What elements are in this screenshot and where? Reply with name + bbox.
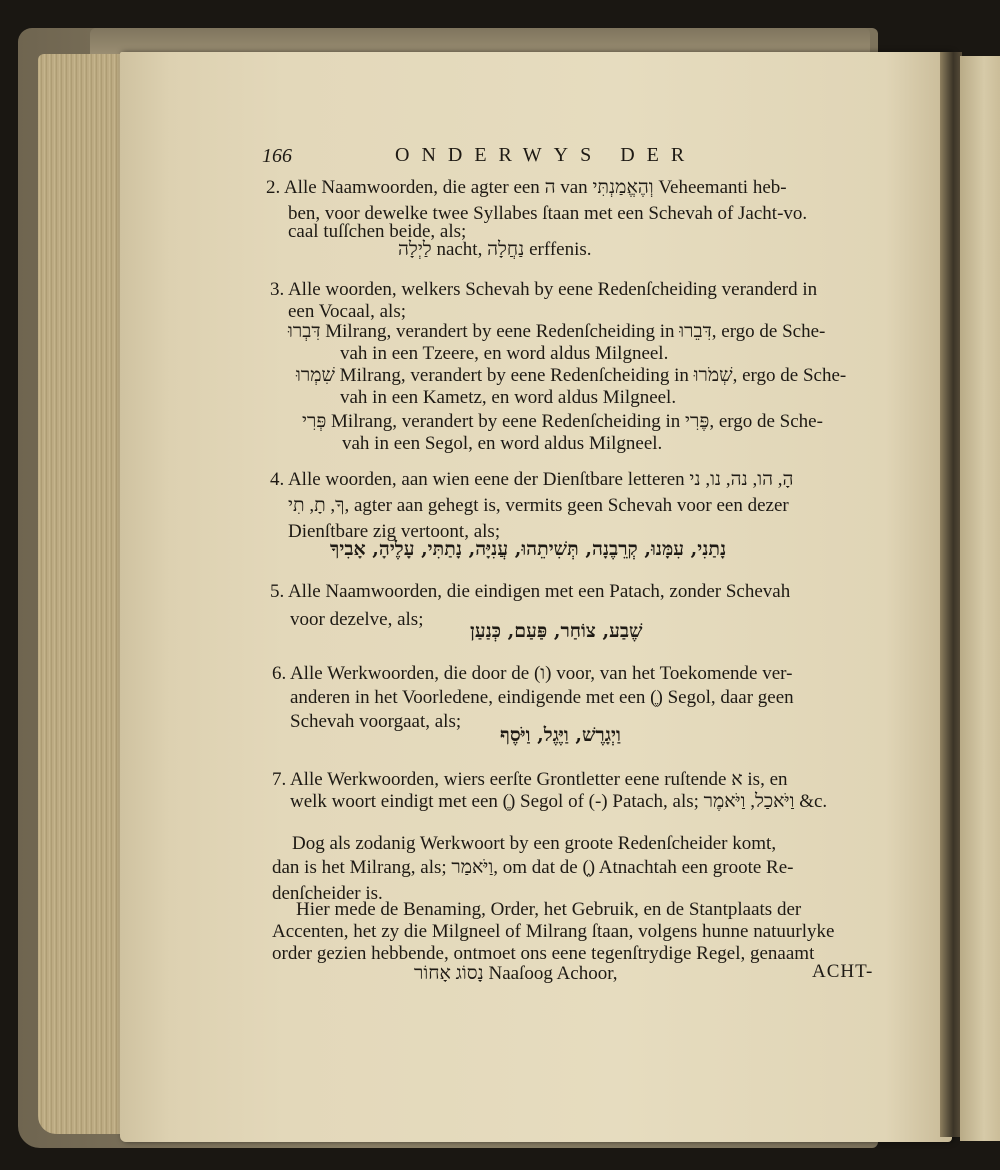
running-title: ONDERWYS DER [395,144,697,166]
closing-line-3: order gezien hebbende, ontmoet ons eene tegenſtrydige Regel, genaamt [272,943,815,964]
rule-5-line-1: 5. Alle Naamwoorden, die eindigen met een Patach, zonder Schevah [270,581,791,602]
closing-line-2: Accenten, het zy die Milgneel of Milrang ſtaan, volgens hunne natuurlyke [272,921,835,942]
page-number: 166 [262,145,292,167]
rule-7-line-2: welk woort eindigt met een (ֶ) Segol of (-) Patach, als; וַיֹּאכַל, וַיֹּאמֶר &c. [290,791,828,812]
rule-7-line-1: 7. Alle Werkwoorden, wiers eerſte Grontletter eene ruſtende א is, en [272,769,788,790]
closing-line-4: נָסוֹג אָחוֹר Naaſoog Achoor, [414,963,618,984]
book-gutter [940,52,962,1137]
closing-line-1: Hier mede de Benaming, Order, het Gebruik, en de Stantplaats der [296,899,802,920]
rule-3-line-7: פְּרִי Milrang, verandert by eene Redenſcheiding in פֶּרִי, ergo de Sche- [302,411,823,432]
rule-5-examples: שֶׁבַע, צוֹחַר, פַּעַם, כְּנַעַן [470,620,643,642]
rule-4-line-2: ךָ, תָ, תִי, agter aan gehegt is, vermits geen Schevah voor een dezer [288,495,789,516]
rule-3-line-5: שִׁמְרוּ Milrang, verandert by eene Redenſcheiding in שְׁמֹרוּ, ergo de Sche- [296,365,847,386]
rule-6-line-1: 6. Alle Werkwoorden, die door de (ו) voor, van het Toekomende ver- [272,663,793,684]
rule-5-line-2: voor dezelve, als; [290,609,424,630]
note-line-1: Dog als zodanig Werkwoort by een groote Redenſcheider komt, [292,833,777,854]
rule-3-line-1: 3. Alle woorden, welkers Schevah by eene Redenſcheiding veranderd in [270,279,818,300]
rule-3-line-6: vah in een Kametz, en word aldus Milgneel. [340,387,677,408]
rule-2-line-2: ben, voor dewelke twee Syllabes ſtaan met een Schevah of Jacht-vo. [288,203,808,224]
note-line-3: denſcheider is. [272,883,383,904]
rule-4-line-3: Dienſtbare zig vertoont, als; [288,521,501,542]
rule-3-line-3: דִּבְרוּ Milrang, verandert by eene Redenſcheiding in דִּבֵרוּ, ergo de Sche- [288,321,826,342]
catchword: ACHT- [812,961,874,982]
note-line-2: dan is het Milrang, als; וַיֹּאמַר, om dat de (֑) Atnachtah een groote Re- [272,857,794,878]
right-page-edge [960,56,1000,1141]
rule-6-line-2: anderen in het Voorledene, eindigende met een (ֶ) Segol, daar geen [290,687,794,708]
rule-2-line-3: caal tuſſchen beide, als; [288,221,467,242]
rule-4-line-1: 4. Alle woorden, aan wien eene der Dienſtbare letteren הָ, הו, נה, נו, ני [270,469,794,490]
rule-3-line-4: vah in een Tzeere, en word aldus Milgneel. [340,343,669,364]
rule-3-line-8: vah in een Segol, en word aldus Milgneel. [342,433,663,454]
rule-2-line-1: 2. Alle Naamwoorden, die agter een ה van וְהֶאֱמַנְתִּי Veheemanti heb- [266,177,787,198]
rule-6-line-3: Schevah voorgaat, als; [290,711,462,732]
rule-3-line-2: een Vocaal, als; [288,301,407,322]
rule-4-examples: נָתַנִי, עִמָּנוּ, קְרֵבֶנָה, תְּשִׁיתֵהוּ, עֲנִיָּה, נָתַתִּי, עָלֶיהָ, אָבִיךָ [330,538,727,560]
rule-6-examples: וַיְגָרֶשׁ, וַיֶּגֶל, וַיֹּסֶף [500,724,621,746]
rule-2-example: לַיְלָה nacht, נַחֲלָה erffenis. [398,239,592,260]
